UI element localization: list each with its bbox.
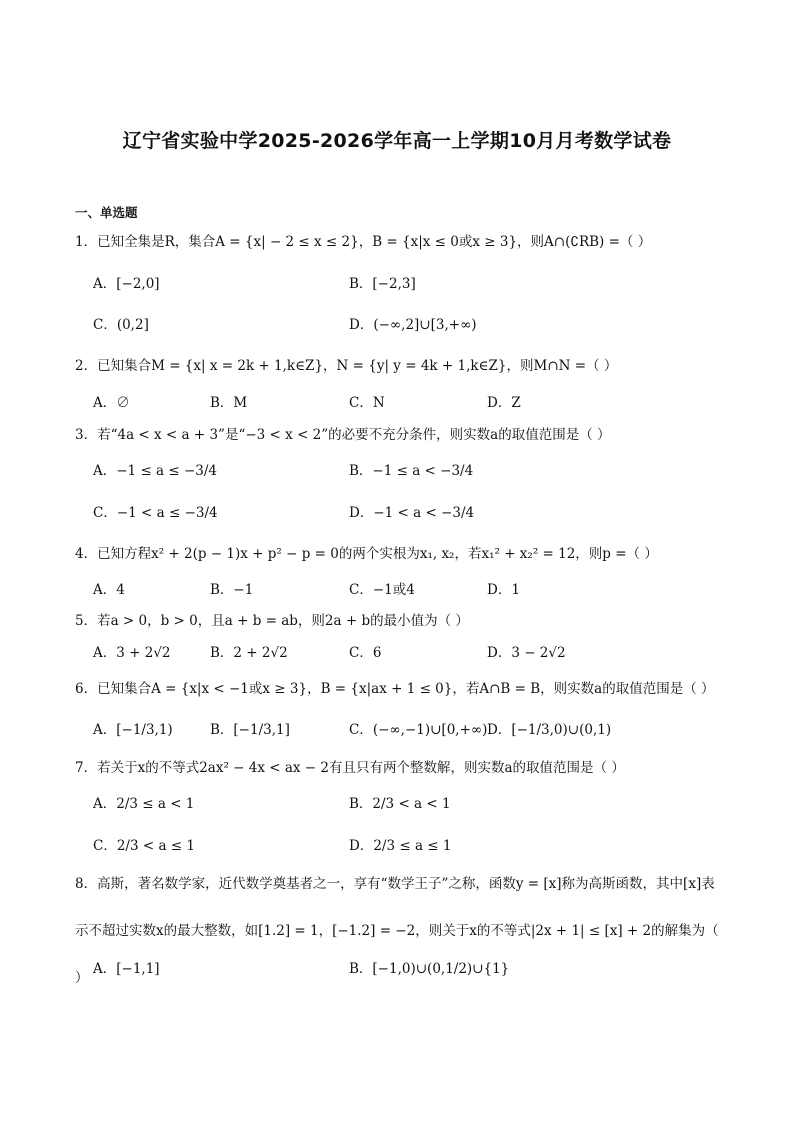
question-5-option-c: C．6 xyxy=(349,645,382,661)
question-5-option-b: B．2 + 2√2 xyxy=(210,645,288,661)
question-1-option-c: C．(0,2] xyxy=(93,317,149,333)
question-2-option-c: C．N xyxy=(349,395,385,411)
question-7-option-c: C．2/3 < a ≤ 1 xyxy=(93,838,195,854)
question-4-option-a: A．4 xyxy=(93,582,125,598)
section-heading: 一、单选题 xyxy=(75,205,138,220)
question-6-option-d: D．[−1/3,0)∪(0,1) xyxy=(487,722,612,738)
question-2-stem: 2．已知集合M = {x| x = 2k + 1,k∈Z}，N = {y| y = 4k + 1,k∈Z}，则M∩N =（ ） xyxy=(75,358,618,374)
question-8-option-a: A．[−1,1] xyxy=(93,961,160,977)
question-3-option-a: A．−1 ≤ a ≤ −3/4 xyxy=(93,463,218,479)
question-2-option-b: B．M xyxy=(210,395,248,411)
question-2-option-d: D．Z xyxy=(487,395,521,411)
exam-title: 辽宁省实验中学2025-2026学年高一上学期10月月考数学试卷 xyxy=(122,130,672,152)
question-8-option-b: B．[−1,0)∪(0,1/2)∪{1} xyxy=(349,961,510,977)
question-5-stem: 5．若a > 0，b > 0，且a + b = ab，则2a + b的最小值为（ ） xyxy=(75,613,469,629)
question-7-stem: 7．若关于x的不等式2ax² − 4x < ax − 2有且只有两个整数解，则实数a的取值范围是（ ） xyxy=(75,760,625,776)
question-1-stem: 1．已知全集是R，集合A = {x| − 2 ≤ x ≤ 2}，B = {x|x ≤ 0或x ≥ 3}，则A∩(∁RB) =（ ） xyxy=(75,234,652,250)
question-7-option-d: D．2/3 ≤ a ≤ 1 xyxy=(349,838,452,854)
question-1-option-d: D．(−∞,2]∪[3,+∞) xyxy=(349,317,477,333)
question-3-option-c: C．−1 < a ≤ −3/4 xyxy=(93,505,218,521)
question-4-stem: 4．已知方程x² + 2(p − 1)x + p² − p = 0的两个实根为x₁, x₂，若x₁² + x₂² = 12，则p =（ ） xyxy=(75,546,658,562)
question-4-option-b: B．−1 xyxy=(210,582,254,598)
question-5-option-d: D．3 − 2√2 xyxy=(487,645,566,661)
question-5-option-a: A．3 + 2√2 xyxy=(93,645,171,661)
question-6-stem: 6．已知集合A = {x|x < −1或x ≥ 3}，B = {x|ax + 1 ≤ 0}，若A∩B = B，则实数a的取值范围是（ ） xyxy=(75,681,715,697)
question-3-option-b: B．−1 ≤ a < −3/4 xyxy=(349,463,474,479)
question-4-option-c: C．−1或4 xyxy=(349,582,415,598)
question-1-option-a: A．[−2,0] xyxy=(93,276,160,292)
question-7-option-a: A．2/3 ≤ a < 1 xyxy=(93,796,195,812)
question-1-option-b: B．[−2,3] xyxy=(349,276,416,292)
question-4-option-d: D．1 xyxy=(487,582,520,598)
question-2-option-a: A．∅ xyxy=(93,395,130,411)
question-6-option-a: A．[−1/3,1) xyxy=(93,722,173,738)
question-3-stem: 3．若“4a < x < a + 3”是“−3 < x < 2”的必要不充分条件，则实数a的取值范围是（ ） xyxy=(75,427,611,443)
question-6-option-c: C．(−∞,−1)∪[0,+∞) xyxy=(349,722,488,738)
question-7-option-b: B．2/3 < a < 1 xyxy=(349,796,451,812)
question-3-option-d: D．−1 < a < −3/4 xyxy=(349,505,475,521)
question-6-option-b: B．[−1/3,1] xyxy=(210,722,290,738)
question-8-stem: 8．高斯，著名数学家，近代数学奠基者之一，享有“数学王子”之称，函数y = [x]称为高斯函数，其中[x]表示不超过实数x的最大整数，如[1.2] = 1，[−1.2] = −2，则关于x的不等式|2x + 1| ≤ [x] + 2的解集为（ ） xyxy=(75,876,719,986)
